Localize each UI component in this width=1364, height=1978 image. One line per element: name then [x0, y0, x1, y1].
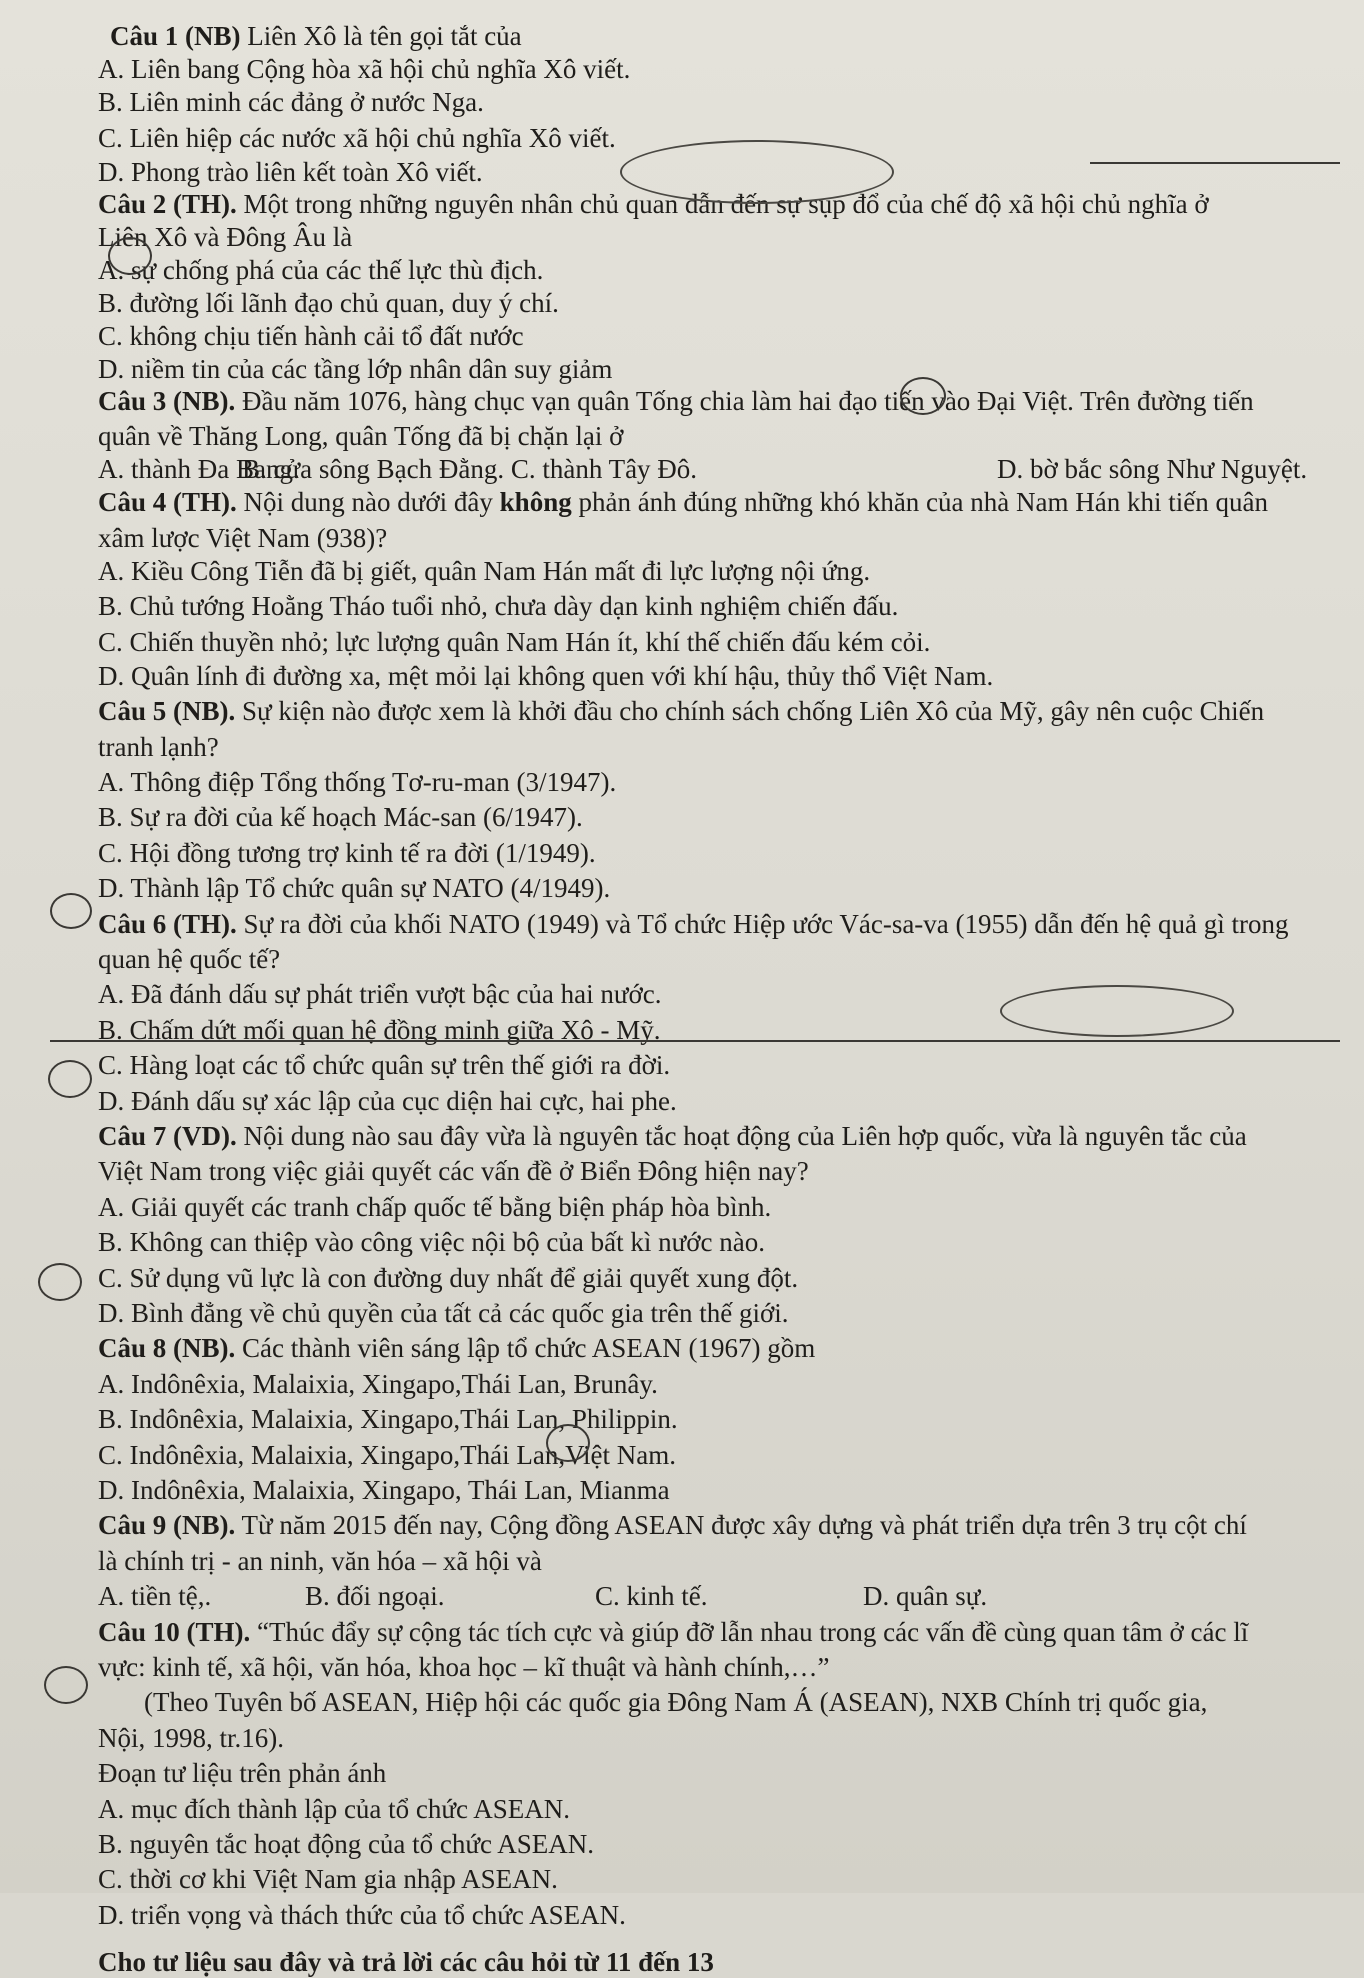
line-text: Đầu năm 1076, hàng chục vạn quân Tống chia làm hai đạo tiến vào Đại Việt. Trên đường tiến	[235, 386, 1254, 416]
question-label: Câu 4 (TH).	[98, 487, 237, 517]
line-footer	[98, 1947, 714, 1978]
line-text: Việt Nam trong việc giải quyết các vấn đề ở Biển Đông hiện nay?	[98, 1156, 809, 1186]
line-text: A. Giải quyết các tranh chấp quốc tế bằng biện pháp hòa bình.	[98, 1192, 772, 1222]
line-q5b2	[98, 732, 219, 763]
answer-circle-q8b	[38, 1263, 82, 1301]
line-q10b	[98, 1829, 594, 1860]
line-q7	[98, 1121, 1247, 1152]
answer-circle-q6b	[50, 893, 92, 929]
line-q3b2	[98, 421, 623, 452]
line-q10c	[98, 1864, 558, 1895]
answer-circle-q10a	[44, 1666, 88, 1704]
line-q6c	[98, 1050, 670, 1081]
line-text: B. Chấm dứt mối quan hệ đồng minh giữa Xô - Mỹ.	[98, 1015, 661, 1045]
line-text: Nội, 1998, tr.16).	[98, 1723, 284, 1753]
line-q3b	[242, 454, 697, 485]
line-q5b	[98, 802, 583, 833]
line-q2	[98, 189, 1209, 220]
line-text: D. bờ bắc sông Như Nguyệt.	[997, 454, 1308, 484]
line-q9c	[595, 1581, 708, 1612]
pen-mark-q7	[1000, 985, 1234, 1037]
pen-underline-q2	[1090, 162, 1340, 164]
line-q10src2	[98, 1723, 284, 1754]
line-q4	[98, 487, 1268, 518]
line-text: Các thành viên sáng lập tổ chức ASEAN (1967) gồm	[235, 1333, 816, 1363]
line-q1b	[98, 87, 484, 118]
line-text: D. quân sự.	[863, 1581, 988, 1611]
line-text: (Theo Tuyên bố ASEAN, Hiệp hội các quốc gia Đông Nam Á (ASEAN), NXB Chính trị quốc gia,	[144, 1687, 1208, 1717]
line-q9d	[863, 1581, 987, 1612]
line-text: B. Không can thiệp vào công việc nội bộ của bất kì nước nào.	[98, 1227, 765, 1257]
line-q10q	[98, 1758, 386, 1789]
line-q8d	[98, 1475, 670, 1506]
line-text: là chính trị - an ninh, văn hóa – xã hội và	[98, 1546, 542, 1576]
line-text: D. Đánh dấu sự xác lập của cục diện hai cực, hai phe.	[98, 1086, 677, 1116]
line-text: D. triển vọng và thách thức của tổ chức ASEAN.	[98, 1900, 626, 1930]
line-q7c	[98, 1263, 798, 1294]
line-text: D. Thành lập Tổ chức quân sự NATO (4/1949).	[98, 873, 611, 903]
question-label: Câu 6 (TH).	[98, 909, 237, 939]
line-text: vực: kinh tế, xã hội, văn hóa, khoa học – kĩ thuật và hành chính,…”	[98, 1652, 830, 1682]
line-q2a	[98, 255, 543, 286]
line-text: B. Liên minh các đảng ở nước Nga.	[98, 87, 484, 117]
line-q1d	[98, 157, 483, 188]
line-text: A. Liên bang Cộng hòa xã hội chủ nghĩa Xô viết.	[98, 54, 631, 84]
question-label: Câu 3 (NB).	[98, 386, 236, 416]
line-text: A. sự chống phá của các thế lực thù địch.	[98, 255, 544, 285]
line-text: C. Indônêxia, Malaixia, Xingapo,Thái Lan,Việt Nam.	[98, 1440, 676, 1470]
line-text: B. Sự ra đời của kế hoạch Mác-san (6/1947).	[98, 802, 583, 832]
line-q4b2	[98, 523, 387, 554]
line-text: D. Bình đẳng về chủ quyền của tất cả các quốc gia trên thế giới.	[98, 1298, 789, 1328]
line-text: Nội dung nào sau đây vừa là nguyên tắc hoạt động của Liên hợp quốc, vừa là nguyên tắc của	[236, 1121, 1247, 1151]
question-label: Câu 1 (NB)	[110, 21, 241, 51]
line-text: B. Indônêxia, Malaixia, Xingapo,Thái Lan, Philippin.	[98, 1404, 678, 1434]
line-text: C. Chiến thuyền nhỏ; lực lượng quân Nam Hán ít, khí thế chiến đấu kém cỏi.	[98, 627, 931, 657]
line-q6b2	[98, 944, 280, 975]
line-text: Nội dung nào dưới đây	[236, 487, 500, 517]
line-q4c	[98, 627, 930, 658]
line-q6a	[98, 979, 662, 1010]
line-q2d	[98, 354, 612, 385]
emphasis-text: không	[499, 487, 572, 517]
question-label: Câu 5 (NB).	[98, 696, 236, 726]
line-text: C. Sử dụng vũ lực là con đường duy nhất để giải quyết xung đột.	[98, 1263, 799, 1293]
line-q7d	[98, 1298, 789, 1329]
line-q7b2	[98, 1156, 809, 1187]
answer-circle-q7a	[48, 1060, 92, 1098]
line-q9b2	[98, 1546, 542, 1577]
line-q9a	[98, 1581, 211, 1612]
line-q8c	[98, 1440, 676, 1471]
line-text: D. Quân lính đi đường xa, mệt mỏi lại không quen với khí hậu, thủy thổ Việt Nam.	[98, 661, 994, 691]
line-text: quân về Thăng Long, quân Tống đã bị chặn lại ở	[98, 421, 624, 451]
line-text: D. Indônêxia, Malaixia, Xingapo, Thái Lan, Mianma	[98, 1475, 670, 1505]
line-text: B. đường lối lãnh đạo chủ quan, duy ý chí.	[98, 288, 559, 318]
line-text: quan hệ quốc tế?	[98, 944, 281, 974]
question-label: Câu 2 (TH).	[98, 189, 237, 219]
question-label: Câu 7 (VD).	[98, 1121, 237, 1151]
line-q5a	[98, 767, 616, 798]
line-q7a	[98, 1192, 771, 1223]
line-text: Đoạn tư liệu trên phản ánh	[98, 1758, 387, 1788]
line-text: B. Chủ tướng Hoằng Tháo tuổi nhỏ, chưa dày dạn kinh nghiệm chiến đấu.	[98, 591, 899, 621]
line-text: A. Đã đánh dấu sự phát triển vượt bậc của hai nước.	[98, 979, 662, 1009]
line-q10	[98, 1617, 1248, 1648]
line-text: Cho tư liệu sau đây và trả lời các câu hỏi từ 11 đến 13	[98, 1947, 714, 1977]
line-q7b	[98, 1227, 765, 1258]
line-q5	[98, 696, 1264, 727]
line-q1c	[98, 123, 616, 154]
line-text: A. tiền tệ,.	[98, 1581, 212, 1611]
line-text: Sự kiện nào được xem là khởi đầu cho chính sách chống Liên Xô của Mỹ, gây nên cuộc Chiến	[235, 696, 1265, 726]
line-q6	[98, 909, 1288, 940]
line-text: C. Liên hiệp các nước xã hội chủ nghĩa Xô viết.	[98, 123, 616, 153]
line-text: A. thành Đa Bang.	[98, 454, 300, 484]
line-text: tranh lạnh?	[98, 732, 219, 762]
question-label: Câu 10 (TH).	[98, 1617, 251, 1647]
line-text-tail: phản ánh đúng những khó khăn của nhà Nam Hán khi tiến quân	[571, 487, 1268, 517]
line-text: C. không chịu tiến hành cải tổ đất nước	[98, 321, 524, 351]
line-text: A. Thông điệp Tổng thống Tơ-ru-man (3/1947).	[98, 767, 617, 797]
line-q2b	[98, 288, 559, 319]
line-text: Một trong những nguyên nhân chủ quan dẫn đến sự sụp đổ của chế độ xã hội chủ nghĩa ở	[236, 189, 1209, 219]
line-q10a	[98, 1794, 570, 1825]
line-text: C. Hội đồng tương trợ kinh tế ra đời (1/1949).	[98, 838, 596, 868]
line-q8	[98, 1333, 815, 1364]
line-text: B. cửa sông Bạch Đằng. C. thành Tây Đô.	[242, 454, 698, 484]
line-q9	[98, 1510, 1247, 1541]
line-text: B. đối ngoại.	[305, 1581, 445, 1611]
line-q2b2	[98, 222, 352, 253]
line-q10d	[98, 1900, 626, 1931]
line-text: A. Kiều Công Tiễn đã bị giết, quân Nam Hán mất đi lực lượng nội ứng.	[98, 556, 871, 586]
line-text: Liên Xô là tên gọi tắt của	[240, 21, 522, 51]
line-text: Liên Xô và Đông Âu là	[98, 222, 353, 252]
line-text: D. niềm tin của các tầng lớp nhân dân suy giảm	[98, 354, 613, 384]
line-text: C. kinh tế.	[595, 1581, 708, 1611]
line-q8b	[98, 1404, 678, 1435]
line-text: D. Phong trào liên kết toàn Xô viết.	[98, 157, 483, 187]
line-q5d	[98, 873, 610, 904]
line-q10b2	[98, 1652, 829, 1683]
line-q1a	[98, 54, 630, 85]
line-q6d	[98, 1086, 677, 1117]
line-q3	[98, 386, 1254, 417]
question-label: Câu 8 (NB).	[98, 1333, 236, 1363]
line-q8a	[98, 1369, 658, 1400]
question-label: Câu 9 (NB).	[98, 1510, 236, 1540]
line-q4a	[98, 556, 870, 587]
line-text: “Thúc đẩy sự cộng tác tích cực và giúp đỡ lẫn nhau trong các vấn đề cùng quan tâm ở các lĩ	[250, 1617, 1249, 1647]
line-q2c	[98, 321, 524, 352]
line-q1	[110, 21, 522, 52]
line-text: Sự ra đời của khối NATO (1949) và Tổ chức Hiệp ước Vác-sa-va (1955) dẫn đến hệ quả gì trong	[236, 909, 1289, 939]
line-q4b	[98, 591, 898, 622]
line-text: B. nguyên tắc hoạt động của tổ chức ASEAN.	[98, 1829, 595, 1859]
line-text: xâm lược Việt Nam (938)?	[98, 523, 388, 553]
line-q5c	[98, 838, 596, 869]
line-q10src	[144, 1687, 1207, 1718]
pen-underline-q7	[50, 1040, 1340, 1042]
line-text: A. mục đích thành lập của tổ chức ASEAN.	[98, 1794, 571, 1824]
line-q9b	[305, 1581, 445, 1612]
line-text: Từ năm 2015 đến nay, Cộng đồng ASEAN được xây dựng và phát triển dựa trên 3 trụ cột chí	[235, 1510, 1247, 1540]
line-text: C. thời cơ khi Việt Nam gia nhập ASEAN.	[98, 1864, 558, 1894]
line-q4d	[98, 661, 993, 692]
line-text: A. Indônêxia, Malaixia, Xingapo,Thái Lan, Brunây.	[98, 1369, 658, 1399]
line-text: C. Hàng loạt các tổ chức quân sự trên thế giới ra đời.	[98, 1050, 671, 1080]
line-q3d	[997, 454, 1307, 485]
